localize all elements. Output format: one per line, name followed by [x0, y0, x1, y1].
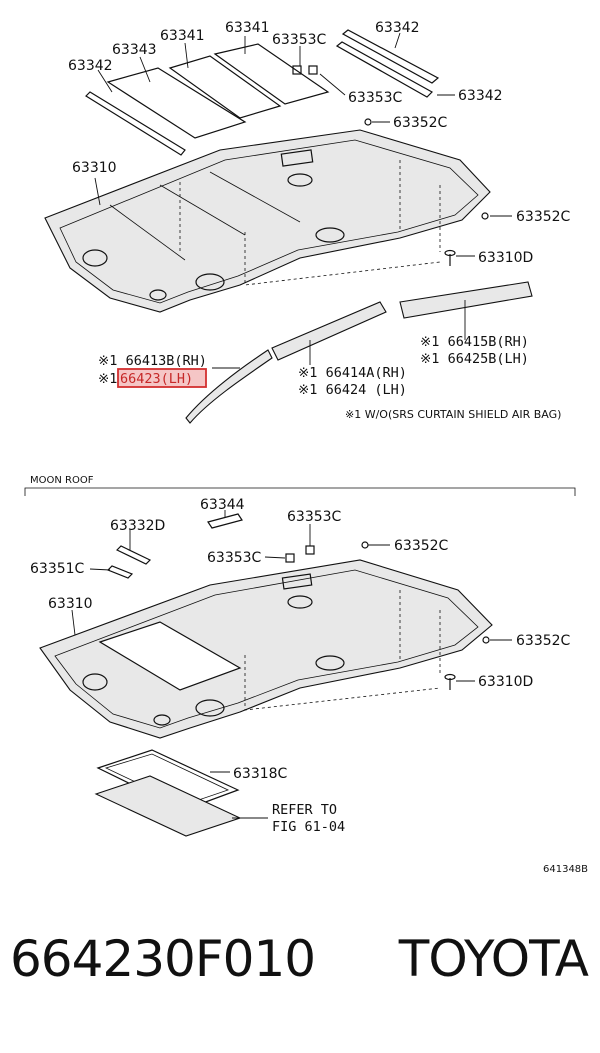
label-66414a: ※1 66414A(RH)	[298, 365, 407, 381]
note-srs: ※1 W/O(SRS CURTAIN SHIELD AIR BAG)	[345, 408, 562, 421]
label-63310: 63310	[72, 160, 117, 176]
leader-63353c-b	[320, 74, 345, 95]
refer-line-1: REFER TO	[272, 802, 338, 818]
label-63341-b: 63341	[225, 20, 270, 36]
top-diagram	[45, 20, 571, 423]
figure-id: 641348B	[543, 864, 589, 875]
section-bracket	[25, 488, 575, 496]
headliner-63310-moonroof	[40, 560, 492, 738]
moonroof-diagram	[25, 475, 588, 875]
label-66415b: ※1 66415B(RH)	[420, 334, 529, 350]
label-63343: 63343	[112, 42, 157, 58]
label-66424: ※1 66424 (LH)	[298, 382, 407, 398]
section-title-moon-roof: MOON ROOF	[30, 475, 94, 486]
part-63332d	[117, 546, 150, 564]
label-63344: 63344	[200, 497, 245, 513]
part-number: 664230F010	[10, 930, 316, 988]
molding-66414a	[272, 302, 386, 360]
label-63341-a: 63341	[160, 28, 205, 44]
label-63310d-mr: 63310D	[478, 674, 534, 690]
footer	[0, 930, 600, 1020]
label-63342-left: 63342	[68, 58, 113, 74]
clip-63352c-b	[482, 213, 488, 219]
clip-63352c-mr-a	[362, 542, 368, 548]
molding-66415b	[400, 282, 532, 318]
clip-63352c-mr-b	[483, 637, 489, 643]
part-63343-panel	[108, 68, 245, 138]
label-63310d: 63310D	[478, 250, 534, 266]
leader-63343	[140, 57, 150, 82]
label-63310-mr: 63310	[48, 596, 93, 612]
leader-63351c	[90, 569, 110, 570]
sunshade-panel	[96, 776, 240, 836]
label-63352c-mr-a: 63352C	[394, 538, 449, 554]
part-63351c	[108, 566, 132, 578]
label-63353c-a: 63353C	[272, 32, 327, 48]
clip-63353c-mr-b	[306, 546, 314, 554]
label-66413b: ※1 66413B(RH)	[98, 353, 207, 369]
label-66423-highlighted: 66423(LH)	[120, 371, 194, 387]
label-63352c-a: 63352C	[393, 115, 448, 131]
part-63342-left-strip	[86, 92, 185, 155]
label-66423-prefix: ※1	[98, 371, 118, 387]
label-63353c-b: 63353C	[348, 90, 403, 106]
refer-line-2: FIG 61-04	[272, 819, 346, 835]
label-63342-right-a: 63342	[375, 20, 420, 36]
part-63342-right-strip-a	[343, 30, 438, 83]
label-63353c-mr-a: 63353C	[207, 550, 262, 566]
headliner-63310	[45, 130, 490, 312]
label-63352c-mr-b: 63352C	[516, 633, 571, 649]
label-63332d: 63332D	[110, 518, 166, 534]
label-63318c: 63318C	[233, 766, 288, 782]
leader-63310-mr	[72, 610, 75, 635]
leader-63341-a	[185, 43, 188, 68]
label-63353c-mr-b: 63353C	[287, 509, 342, 525]
clip-63352c-a	[365, 119, 371, 125]
brand-name: TOYOTA	[398, 930, 588, 988]
label-63352c-b: 63352C	[516, 209, 571, 225]
label-66425b: ※1 66425B(LH)	[420, 351, 529, 367]
leader-63353c-mr-a	[265, 557, 285, 558]
label-63342-right-b: 63342	[458, 88, 503, 104]
clip-63353c-mr-a	[286, 554, 294, 562]
part-63342-right-strip-b	[337, 42, 432, 97]
part-63341-panel-a	[170, 56, 280, 118]
clip-63353c-b	[309, 66, 317, 74]
label-63351c: 63351C	[30, 561, 85, 577]
